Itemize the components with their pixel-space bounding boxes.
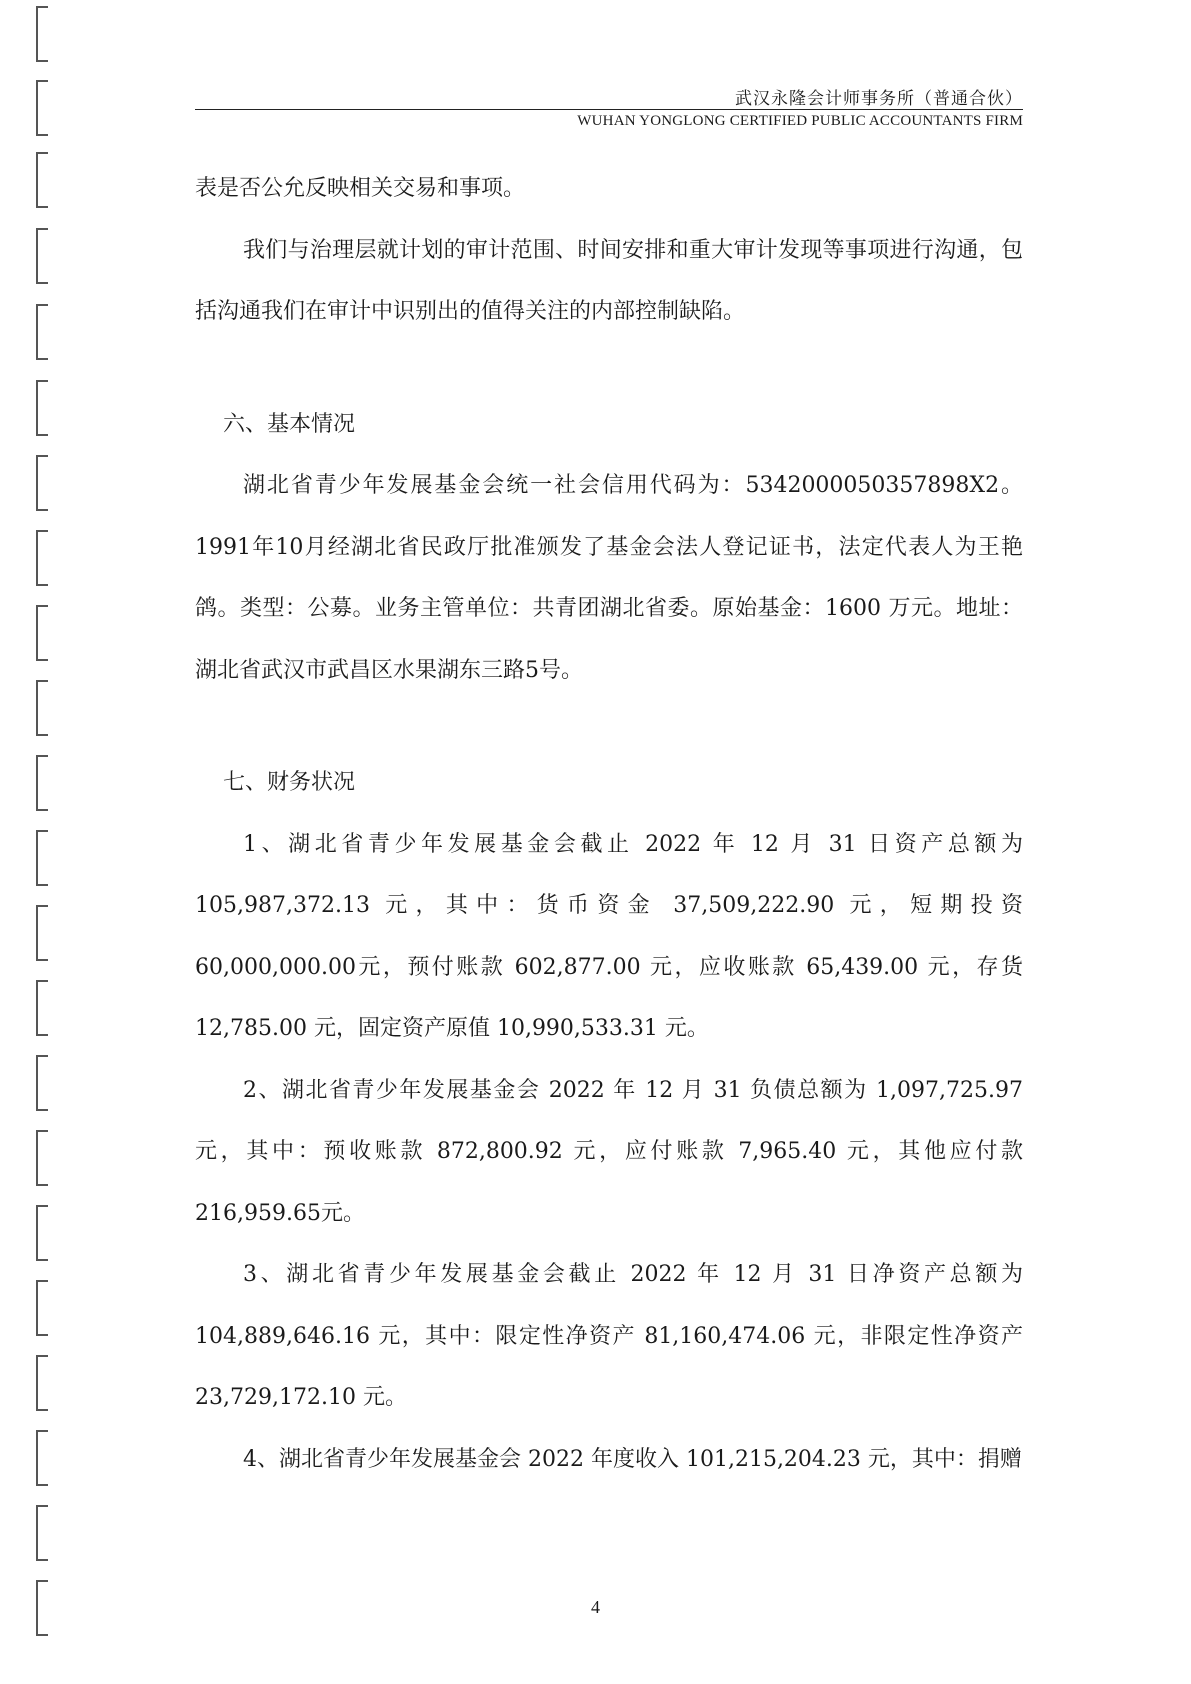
- binding-bracket: [36, 1430, 48, 1486]
- header-rule: [195, 109, 1023, 110]
- binding-bracket: [36, 1130, 48, 1186]
- binding-bracket: [36, 905, 48, 961]
- section-heading-basic-info: 六、基本情况: [223, 411, 356, 437]
- document-body: [195, 158, 1023, 1490]
- paragraph-basic-info: 湖北省青少年发展基金会统一社会信用代码为：5342000050357898X2。1991年10月经湖北省民政厅批准颁发了基金会法人登记证书，法定代表人为王艳鸽。类型：公募。业务主管单位：共青团湖北省委。原始基金：1600 万元。地址：湖北省武汉市武昌区水果湖东三路5号。: [195, 473, 1023, 683]
- financial-item-income: 4、湖北省青少年发展基金会 2022 年度收入 101,215,204.23 元，其中：捐赠: [243, 1446, 1022, 1472]
- binding-bracket: [36, 755, 48, 811]
- binding-bracket: [36, 605, 48, 661]
- binding-bracket: [36, 980, 48, 1036]
- binding-bracket: [36, 1355, 48, 1411]
- financial-item-assets: 1、湖北省青少年发展基金会截止 2022 年 12 月 31 日资产总额为105,987,372.13 元，其中：货币资金 37,509,222.90 元，短期投资 60,000,000.00元，预付账款 602,877.00 元，应收账款 65,439.00 元，存货 12,785.00 元，固定资产原值 10,990,533.31 元。: [195, 831, 1023, 1041]
- paragraph-communication: 我们与治理层就计划的审计范围、时间安排和重大审计发现等事项进行沟通，包括沟通我们在审计中识别出的值得关注的内部控制缺陷。: [195, 237, 1023, 324]
- page-number: 4: [591, 1597, 600, 1617]
- binding-bracket: [36, 680, 48, 736]
- financial-item-net-assets: 3、湖北省青少年发展基金会截止 2022 年 12 月 31 日净资产总额为104,889,646.16 元，其中：限定性净资产 81,160,474.06 元，非限定性净资产23,729,172.10 元。: [195, 1262, 1023, 1410]
- binding-bracket: [36, 1505, 48, 1561]
- binding-bracket: [36, 1055, 48, 1111]
- binding-bracket: [36, 380, 48, 436]
- binding-bracket: [36, 1205, 48, 1261]
- binding-bracket: [36, 6, 48, 62]
- binding-bracket: [36, 455, 48, 511]
- binding-bracket: [36, 228, 48, 284]
- binding-bracket: [36, 152, 48, 208]
- section-heading-financial: 七、财务状况: [223, 770, 356, 795]
- binding-bracket: [36, 80, 48, 136]
- binding-margin: [0, 0, 80, 1684]
- binding-bracket: [36, 830, 48, 886]
- binding-bracket: [36, 1280, 48, 1336]
- firm-name-english: WUHAN YONGLONG CERTIFIED PUBLIC ACCOUNTANTS FIRM: [577, 113, 1023, 129]
- binding-bracket: [36, 304, 48, 360]
- paragraph-continuation: 表是否公允反映相关交易和事项。: [195, 176, 526, 201]
- firm-name-chinese: 武汉永隆会计师事务所（普通合伙）: [735, 89, 1023, 109]
- financial-item-liabilities: 2、湖北省青少年发展基金会 2022 年 12 月 31 负债总额为 1,097,725.97 元，其中：预收账款 872,800.92 元，应付账款 7,965.40 元，其他应付款 216,959.65元。: [195, 1077, 1023, 1226]
- binding-bracket: [36, 530, 48, 586]
